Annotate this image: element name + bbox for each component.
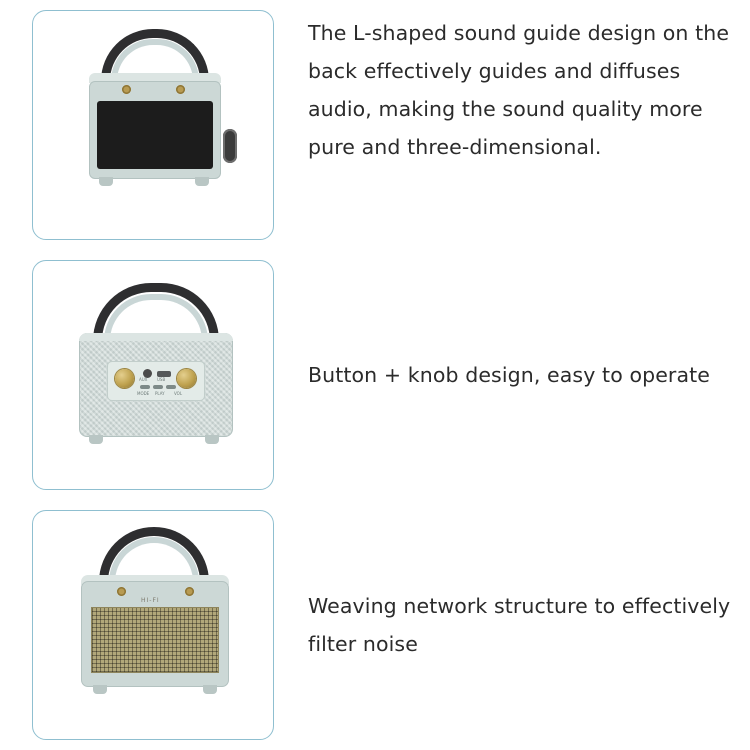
caption-cell-2: [290, 250, 750, 500]
label-play: PLAY: [155, 391, 165, 396]
screw-left-icon: [122, 85, 131, 94]
label-mode: MODE: [137, 391, 150, 396]
photo-frame-2: [32, 260, 274, 490]
photo-frame-1: [32, 10, 274, 240]
port-slot-icon: [223, 129, 237, 163]
label-usb: USB: [157, 377, 166, 382]
foot-left: [89, 435, 103, 444]
feature-row-grille: [0, 500, 750, 750]
screw-right-icon: [176, 85, 185, 94]
feature-row-controls: [0, 250, 750, 500]
foot-left: [93, 685, 107, 694]
woven-mesh-grille: [91, 607, 219, 673]
foot-right: [195, 177, 209, 186]
rear-sound-guide-panel: [97, 101, 213, 169]
brand-label: HI-FI: [141, 597, 160, 604]
screw-right-icon: [185, 587, 194, 596]
photo-cell-3: [0, 500, 290, 750]
foot-left: [99, 177, 113, 186]
tone-knob[interactable]: [177, 369, 196, 388]
speaker-back-view: [33, 11, 273, 239]
speaker-front-grille-view: [33, 511, 273, 739]
foot-right: [203, 685, 217, 694]
speaker-control-panel-view: [33, 261, 273, 489]
caption-controls: Button + knob design, easy to operate: [308, 363, 710, 387]
play-button[interactable]: [153, 385, 163, 389]
caption-back-design: The L-shaped sound guide design on the back effectively guides and diffuses audio, making the sound quality more pure and three-dimensional.: [308, 21, 730, 159]
photo-frame-3: [32, 510, 274, 740]
caption-grille: Weaving network structure to effectively filter noise: [308, 594, 731, 656]
caption-cell-1: [290, 0, 750, 250]
mode-button[interactable]: [140, 385, 150, 389]
next-button[interactable]: [166, 385, 176, 389]
feature-row-back-design: [0, 0, 750, 250]
label-aux: AUX: [139, 377, 148, 382]
photo-cell-2: [0, 250, 290, 500]
foot-right: [205, 435, 219, 444]
label-vol: VOL: [174, 391, 183, 396]
caption-cell-3: [290, 500, 750, 750]
speaker-top-edge: [79, 333, 233, 341]
volume-knob[interactable]: [115, 369, 134, 388]
screw-left-icon: [117, 587, 126, 596]
photo-cell-1: [0, 0, 290, 250]
